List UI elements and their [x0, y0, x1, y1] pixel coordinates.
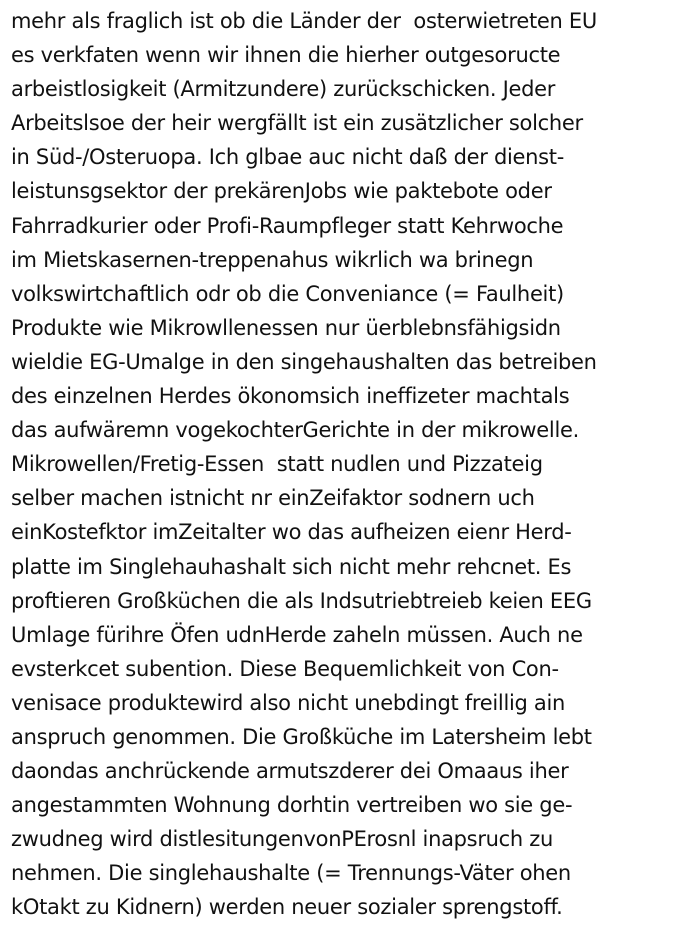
text-line: wieldie EG-Umalge in den singehaushalten das betreiben — [11, 349, 597, 374]
text-line: in Süd-/Osteruopa. Ich glbae auc nicht daß der dienst- — [11, 145, 565, 170]
text-line: volkswirtchaftlich odr ob die Conveniance (= Faulheit) — [11, 281, 564, 306]
text-line: des einzelnen Herdes ökonomsich ineffizeter machtals — [11, 384, 570, 409]
text-line: proftieren Großküchen die als Indsutriebtreieb keien EEG — [11, 588, 592, 613]
text-line: Mikrowellen/Fretig-Essen statt nudlen und Pizzateig — [11, 452, 543, 477]
text-line: zwudneg wird distlesitungenvonPErosnl inapsruch zu — [11, 827, 554, 852]
text-line: anspruch genommen. Die Großküche im Latersheim lebt — [11, 724, 592, 749]
text-line: im Mietskasernen-treppenahus wikrlich wa brinegn — [11, 247, 534, 272]
text-line: leistunsgsektor der prekärenJobs wie paktebote oder — [11, 179, 552, 204]
text-line: Arbeitslsoe der heir wergfällt ist ein zusätzlicher solcher — [11, 111, 583, 136]
text-line: angestammten Wohnung dorhtin vertreiben wo sie ge- — [11, 793, 573, 818]
text-line: evsterkcet subention. Diese Bequemlichkeit von Con- — [11, 656, 559, 681]
text-line: mehr als fraglich ist ob die Länder der osterwietreten EU — [11, 9, 597, 33]
text-line: Fahrradkurier oder Profi-Raumpfleger statt Kehrwoche — [11, 213, 564, 238]
text-line: es verkfaten wenn wir ihnen die hierher outgesoructe — [11, 43, 561, 68]
text-line: das aufwäremn vogekochterGerichte in der mikrowelle. — [11, 418, 579, 443]
text-line: arbeistlosigkeit (Armitzundere) zurückschicken. Jeder — [11, 77, 556, 102]
text-line: einKostefktor imZeitalter wo das aufheizen eienr Herd- — [11, 520, 572, 545]
text-line: Produkte wie Mikrowllenessen nur üerblebnsfähigsidn — [11, 315, 561, 340]
text-line: nehmen. Die singlehaushalte (= Trennungs-Väter ohen — [11, 861, 571, 886]
document-page — [11, 4, 681, 925]
text-line: platte im Singlehauhashalt sich nicht mehr rehcnet. Es — [11, 554, 572, 579]
text-line: kOtakt zu Kidnern) werden neuer sozialer sprengstoff. — [11, 895, 563, 920]
text-line: daondas anchrückende armutszderer dei Omaaus iher — [11, 759, 569, 784]
text-line: Umlage fürihre Öfen udnHerde zaheln müssen. Auch ne — [11, 622, 583, 647]
text-line: venisace produktewird also nicht unebdingt freillig ain — [11, 690, 566, 715]
text-line: selber machen istnicht nr einZeifaktor sodnern uch — [11, 486, 535, 511]
